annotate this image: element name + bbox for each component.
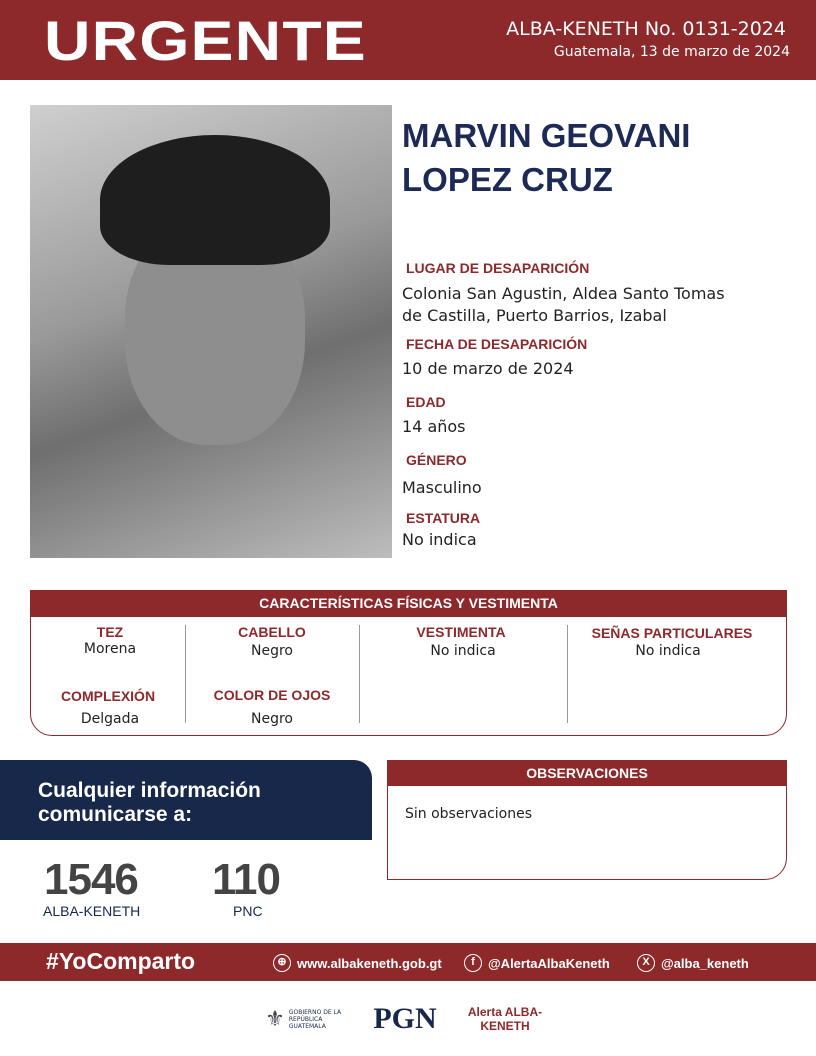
facebook-link[interactable] — [464, 954, 610, 972]
guatemala-government-logo: ⚜ GOBIERNO DE LA REPÚBLICA GUATEMALA — [252, 995, 362, 1043]
place-label: LUGAR DE DESAPARICIÓN — [406, 260, 590, 276]
alert-date: Guatemala, 13 de marzo de 2024 — [553, 44, 790, 60]
tez-label: TEZ — [96, 624, 124, 640]
place-value: Colonia San Agustin, Aldea Santo Tomas de Castilla, Puerto Barrios, Izabal — [402, 284, 725, 325]
alerta-alba-keneth-logo: Alerta ALBA-KENETH — [467, 1005, 543, 1033]
eye-color-value: Negro — [251, 711, 293, 727]
date-label: FECHA DE DESAPARICIÓN — [406, 336, 588, 352]
phone-number-pnc: 110 — [212, 855, 280, 904]
hashtag: #YoComparto — [46, 948, 196, 974]
pgn-logo: PGN — [373, 1002, 437, 1035]
x-text: @alba_keneth — [661, 955, 749, 971]
age-label: EDAD — [406, 394, 446, 410]
observations-title: OBSERVACIONES — [387, 760, 787, 786]
gender-value: Masculino — [402, 478, 482, 497]
website-text: www.albakeneth.gob.gt — [297, 955, 442, 971]
facebook-icon: f — [464, 954, 482, 972]
gender-label: GÉNERO — [406, 452, 467, 468]
person-name — [402, 114, 690, 202]
phone-number-alba: 1546 — [44, 855, 138, 904]
missing-person-photo — [30, 105, 392, 558]
build-label: COMPLEXIÓN — [60, 688, 156, 704]
observations-text: Sin observaciones — [405, 806, 533, 822]
case-number: ALBA-KENETH No. 0131-2024 — [506, 18, 786, 40]
facebook-text: @AlertaAlbaKeneth — [488, 955, 610, 971]
hair-label: CABELLO — [238, 624, 306, 640]
x-link[interactable] — [637, 954, 749, 972]
eye-color-label: COLOR DE OJOS — [213, 687, 331, 703]
marks-label: SEÑAS PARTICULARES — [591, 625, 753, 641]
phone-label-alba: ALBA-KENETH — [43, 903, 141, 919]
globe-icon: ⊕ — [273, 954, 291, 972]
height-label: ESTATURA — [406, 510, 481, 526]
hair-value: Negro — [251, 643, 293, 659]
divider — [567, 625, 568, 723]
clothing-label: VESTIMENTA — [416, 624, 506, 640]
phone-label-pnc: PNC — [233, 903, 263, 919]
name-line-1: MARVIN GEOVANI — [402, 117, 691, 154]
website-link[interactable] — [273, 954, 442, 972]
gov-logo-text: GOBIERNO DE LA REPÚBLICA GUATEMALA — [288, 1008, 342, 1030]
date-value: 10 de marzo de 2024 — [402, 359, 574, 378]
height-value: No indica — [402, 530, 477, 549]
contact-text — [38, 779, 261, 827]
build-value: Delgada — [80, 711, 140, 727]
divider — [359, 625, 360, 723]
contact-line-1: Cualquier información — [38, 779, 261, 802]
urgent-title: URGENTE — [44, 9, 367, 72]
name-line-2: LOPEZ CRUZ — [402, 161, 613, 198]
marks-value: No indica — [635, 643, 701, 659]
age-value: 14 años — [402, 417, 466, 436]
tez-value: Morena — [83, 641, 137, 657]
clothing-value: No indica — [430, 643, 496, 659]
contact-line-2: comunicarse a: — [38, 803, 193, 826]
x-icon: X — [637, 954, 655, 972]
characteristics-title: CARACTERÍSTICAS FÍSICAS Y VESTIMENTA — [30, 590, 787, 617]
